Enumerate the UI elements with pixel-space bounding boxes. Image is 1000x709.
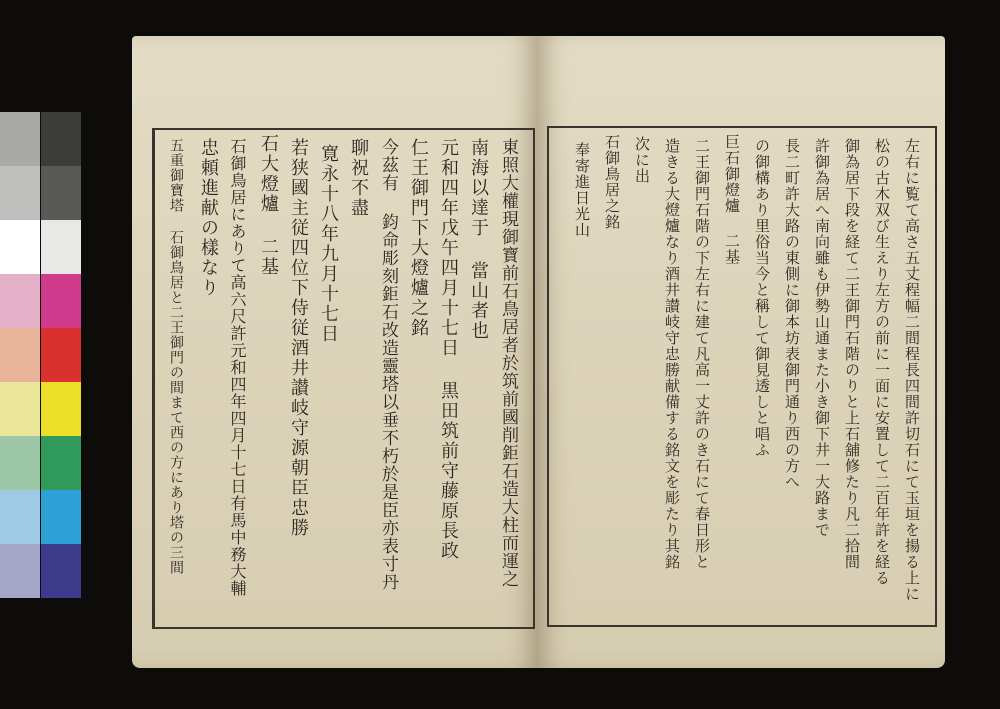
color-swatch: [0, 436, 40, 490]
text-column: の御構あり里俗当今と稱して御見透しと唱ふ: [753, 138, 771, 458]
text-column: 忠頼進献の樣なり: [198, 138, 219, 298]
text-column: 石大燈爐 二基: [258, 134, 279, 277]
text-column: 石御鳥居にありて高六尺許元和四年四月十七日有馬中務大輔: [228, 138, 247, 597]
text-column: 聊祝不盡: [348, 138, 369, 218]
color-swatch: [41, 490, 81, 544]
left-page: [132, 36, 537, 668]
text-column: 今茲有 鈞命彫刻鉅石改造靈塔以垂不朽於是臣亦表寸丹: [378, 138, 398, 591]
color-swatch: [0, 328, 40, 382]
right-page: [537, 36, 945, 668]
color-swatch: [41, 166, 81, 220]
open-book: [126, 36, 952, 676]
text-column: 奉寄進日光山: [573, 142, 591, 238]
color-swatch: [41, 220, 81, 274]
color-swatch: [41, 436, 81, 490]
text-column: 仁王御門下大燈爐之銘: [408, 138, 429, 338]
color-swatch: [41, 382, 81, 436]
right-text-frame: [547, 126, 937, 627]
text-column: 松の古木双び生えり左方の前に一面に安置して二百年許を経る: [873, 138, 891, 586]
text-column: 東照大權現御寶前石鳥居者於筑前國削鉅石造大柱而運之: [498, 138, 518, 588]
text-column: 石御鳥居之銘: [603, 134, 621, 230]
color-swatch: [0, 274, 40, 328]
text-column: 次に出: [633, 136, 651, 184]
text-column: 長二町許大路の東側に御本坊表御門通り西の方へ: [783, 138, 801, 490]
color-swatch: [41, 328, 81, 382]
text-column: 元和四年戊午四月十七日 黒田筑前守藤原長政: [438, 138, 459, 561]
text-column: 寛永十八年九月十七日: [318, 144, 339, 344]
text-column: 巨石御燈爐 二基: [723, 134, 741, 265]
text-column: 許御為居へ南向雖も伊勢山通また小き御下井一大路まで: [813, 138, 831, 538]
color-swatch: [0, 166, 40, 220]
text-column: 若狭國主従四位下侍従酒井讃岐守源朝臣忠勝: [288, 138, 309, 538]
text-column: 御為居下段を経て二王御門石階のりと上石舖修たり凡二拾間: [843, 138, 861, 570]
color-swatch: [0, 490, 40, 544]
text-column: 南海以達于 當山者也: [468, 138, 489, 341]
color-swatch: [0, 544, 40, 598]
text-column: 造きる大燈爐なり酒井讃岐守忠勝献備する銘文を彫たり其銘: [663, 138, 681, 570]
color-swatch: [41, 274, 81, 328]
color-swatch: [0, 220, 40, 274]
text-column: 二王御門石階の下左右に建て凡高一丈許のき石にて春日形と: [693, 138, 711, 570]
text-column: 五重御寶塔 石御鳥居と二王御門の間まて西の方にあり塔の三間: [168, 138, 184, 575]
text-column: 左右に覧て高さ五丈程幅二間程長四間許切石にて玉垣を揚る上に: [903, 138, 921, 602]
color-swatch: [41, 112, 81, 166]
color-calibration-strip: [0, 112, 82, 600]
color-swatch: [0, 112, 40, 166]
color-swatch: [41, 544, 81, 598]
color-swatch: [0, 382, 40, 436]
left-text-frame: [152, 128, 535, 629]
